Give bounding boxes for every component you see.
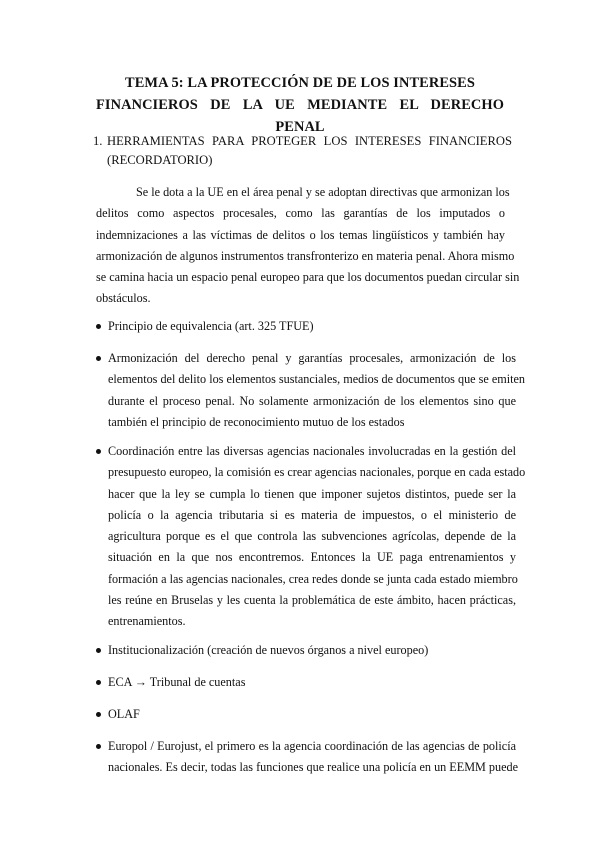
- section-heading-line-2: (RECORDATORIO): [107, 153, 213, 167]
- section-heading-line-1: HERRAMIENTAS PARA PROTEGER LOS INTERESES FINANCIEROS: [107, 134, 512, 148]
- bullet-line: ECA → Tribunal de cuentas: [108, 675, 246, 689]
- bullet-line: nacionales. Es decir, todas las funciones que realice una policía en un EEMM puede: [108, 760, 519, 775]
- intro-paragraph: [96, 182, 520, 310]
- bullet-line: policía o la agencia tributaria si es materia de impuestos, o el ministerio de: [108, 507, 516, 522]
- bullet-line: Institucionalización (creación de nuevos órganos a nivel europeo): [108, 643, 429, 657]
- document-title: [96, 72, 504, 138]
- bullet-line: Coordinación entre las diversas agencias nacionales involucradas en la gestión del: [108, 444, 516, 458]
- bullet-dot-icon: [96, 712, 101, 717]
- intro-line: indemnizaciones a las víctimas de delitos o los temas lingüísticos y también hay: [96, 227, 505, 242]
- bullet-line: presupuesto europeo, la comisión es crear agencias nacionales, porque en cada estado: [108, 465, 526, 480]
- bullet-line: hacer que la ley se cumpla lo tienen que imponer sujetos distintos, puede ser la: [108, 486, 516, 501]
- intro-line: Se le dota a la UE en el área penal y se adoptan directivas que armonizan los: [136, 185, 510, 199]
- bullet-line: OLAF: [108, 707, 140, 721]
- bullet-line: elementos del delito los elementos sustanciales, medios de documentos que se emiten: [108, 372, 525, 387]
- bullet-line: Armonización del derecho penal y garantías procesales, armonización de los: [108, 351, 516, 365]
- bullet-line: durante el proceso penal. No solamente armonización de los elementos sino que: [108, 393, 516, 408]
- bullet-line: también el principio de reconocimiento mutuo de los estados: [108, 414, 405, 429]
- section-heading-text: [107, 132, 512, 170]
- bullet-line: Principio de equivalencia (art. 325 TFUE): [108, 319, 314, 333]
- bullet-line: entrenamientos.: [108, 614, 186, 629]
- intro-line: obstáculos.: [96, 291, 151, 306]
- intro-line: delitos como aspectos procesales, como las garantías de los imputados o: [96, 206, 505, 221]
- bullet-line: formación a las agencias nacionales, crea redes donde se junta cada estado miembro: [108, 571, 518, 586]
- section-number: 1.: [93, 134, 103, 148]
- bullet-line: les reúne en Bruselas y les cuenta la problemática de este ámbito, hacen prácticas,: [108, 593, 516, 608]
- bullet-line: Europol / Eurojust, el primero es la agencia coordinación de las agencias de policía: [108, 739, 516, 753]
- title-line-2: FINANCIEROS DE LA UE MEDIANTE EL DERECHO PENAL: [96, 97, 504, 135]
- bullet-dot-icon: [96, 356, 101, 361]
- intro-line: se camina hacia un espacio penal europeo para que los documentos puedan circular sin: [96, 270, 520, 285]
- bullet-dot-icon: [96, 648, 101, 653]
- bullet-dot-icon: [96, 680, 101, 685]
- bullet-line: situación en la que nos encontremos. Entonces la UE paga entrenamientos y: [108, 550, 516, 565]
- title-line-1: TEMA 5: LA PROTECCIÓN DE DE LOS INTERESES: [125, 75, 475, 91]
- bullet-dot-icon: [96, 324, 101, 329]
- bullet-line: agricultura porque es el que controla las subvenciones agrícolas, depende de la: [108, 529, 516, 544]
- bullet-dot-icon: [96, 744, 101, 749]
- intro-line: armonización de algunos instrumentos transfronterizo en materia penal. Ahora mismo: [96, 248, 515, 263]
- bullet-dot-icon: [96, 449, 101, 454]
